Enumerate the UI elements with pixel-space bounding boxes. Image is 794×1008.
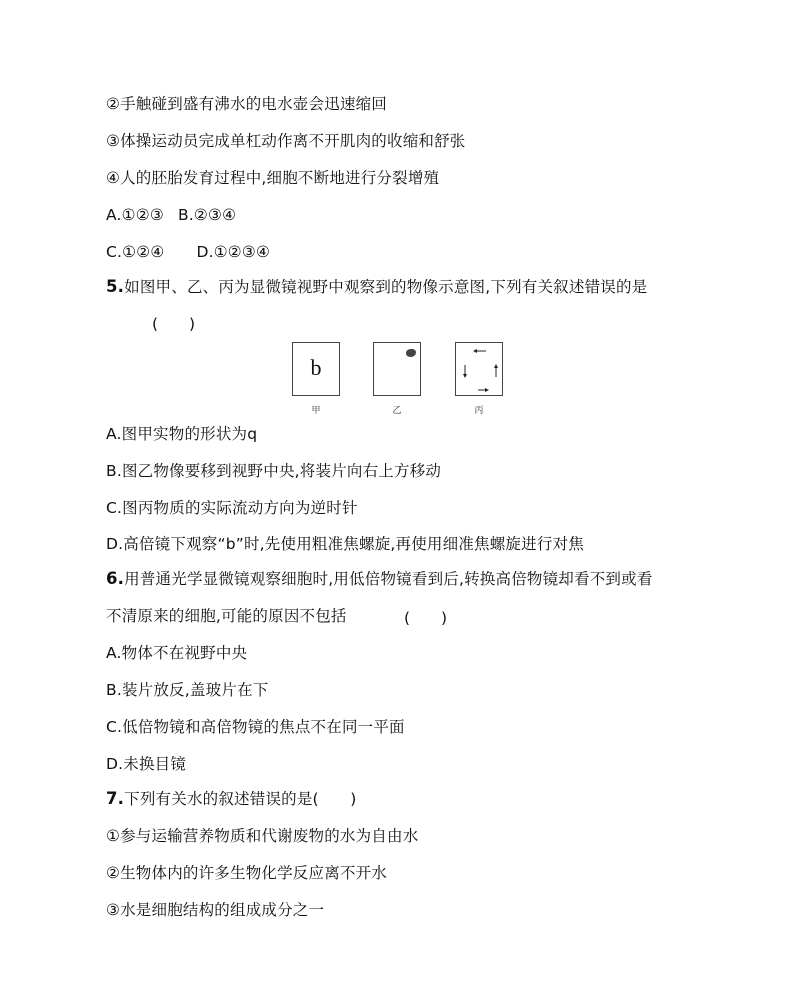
statement-2: ②手触碰到盛有沸水的电水壶会迅速缩回 [106,95,387,113]
figure-yi-label: 乙 [392,406,402,416]
q6-option-d[interactable]: D.未换目镜 [106,755,187,773]
figure-bing-label: 丙 [474,406,484,416]
q4-option-d[interactable]: D.①②③④ [196,243,271,261]
q6-option-c[interactable]: C.低倍物镜和高倍物镜的焦点不在同一平面 [106,718,405,736]
q7-item-3: ③水是细胞结构的组成成分之一 [106,901,325,919]
q6-stem-text-1: 用普通光学显微镜观察细胞时,用低倍物镜看到后,转换高倍物镜却看不到或看 [124,570,653,588]
q6-option-a[interactable]: A.物体不在视野中央 [106,644,248,662]
q6-answer-paren[interactable]: ( ) [404,609,448,627]
q6-stem-line-1 [106,569,653,589]
q5-number: 5. [106,277,125,296]
figure-jia-label: 甲 [311,406,321,416]
q5-stem-text: 如图甲、乙、丙为显微镜视野中观察到的物像示意图,下列有关叙述错误的是 [124,278,648,296]
statement-3: ③体操运动员完成单杠动作离不开肌肉的收缩和舒张 [106,132,466,150]
q7-number: 7. [106,789,125,808]
q7-item-2: ②生物体内的许多生物化学反应离不开水 [106,864,387,882]
q5-option-a[interactable]: A.图甲实物的形状为q [106,425,258,443]
figure-jia [292,342,340,396]
q7-stem-text: 下列有关水的叙述错误的是( ) [124,790,357,808]
figure-yi [373,342,421,396]
q6-stem-text-2: 不清原来的细胞,可能的原因不包括 [106,607,347,625]
q5-option-b[interactable]: B.图乙物像要移到视野中央,将装片向右上方移动 [106,462,442,480]
q7-stem [106,789,356,809]
flow-arrows-icon [456,343,504,397]
figure-bing [455,342,503,396]
q5-option-c[interactable]: C.图丙物质的实际流动方向为逆时针 [106,499,358,517]
q7-item-1: ①参与运输营养物质和代谢废物的水为自由水 [106,827,419,845]
q5-option-d[interactable]: D.高倍镜下观察“b”时,先使用粗准焦螺旋,再使用细准焦螺旋进行对焦 [106,535,584,553]
q4-options-row-2 [106,242,270,262]
statement-4: ④人的胚胎发育过程中,细胞不断地进行分裂增殖 [106,169,440,187]
q4-options-row-1 [106,205,236,225]
q4-option-c[interactable]: C.①②④ [106,243,165,261]
q6-number: 6. [106,569,125,588]
cell-blob-shape [406,349,416,357]
q6-option-b[interactable]: B.装片放反,盖玻片在下 [106,681,269,699]
figure-jia-letter: b [310,355,322,380]
q4-option-a[interactable]: A.①②③ [106,206,164,224]
q6-stem-line-2 [106,606,347,626]
q4-option-b[interactable]: B.②③④ [177,206,237,224]
q5-answer-paren[interactable]: ( ) [152,315,196,333]
q5-stem [106,277,647,297]
